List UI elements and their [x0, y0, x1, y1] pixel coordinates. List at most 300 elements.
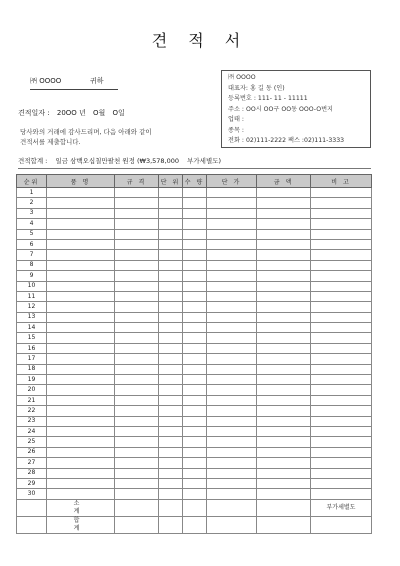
table-cell — [257, 375, 311, 385]
row-number: 29 — [17, 478, 47, 488]
table-cell — [159, 343, 183, 353]
table-cell — [47, 219, 115, 229]
table-cell — [183, 364, 207, 374]
items-table — [16, 174, 372, 534]
table-cell — [257, 198, 311, 208]
table-cell — [311, 385, 372, 395]
table-cell — [47, 343, 115, 353]
table-cell — [115, 250, 159, 260]
row-number: 30 — [17, 489, 47, 499]
table-cell — [183, 323, 207, 333]
table-cell — [47, 489, 115, 499]
row-number: 11 — [17, 291, 47, 301]
table-cell — [183, 188, 207, 198]
total-line — [18, 156, 371, 169]
table-row — [17, 478, 372, 488]
row-number: 26 — [17, 447, 47, 457]
table-cell — [207, 499, 257, 516]
table-cell — [311, 291, 372, 301]
table-cell — [47, 302, 115, 312]
page-title: 견 적 서 — [151, 31, 249, 50]
row-number: 22 — [17, 406, 47, 416]
table-cell — [115, 281, 159, 291]
table-cell — [159, 188, 183, 198]
table-cell — [47, 260, 115, 270]
date-label: 견적일자 : — [18, 109, 50, 117]
table-cell — [183, 260, 207, 270]
table-cell — [257, 458, 311, 468]
quote-date — [18, 108, 130, 118]
supplier-business: 업태 : — [228, 116, 245, 123]
table-cell — [207, 426, 257, 436]
table-cell — [115, 312, 159, 322]
table-cell — [207, 219, 257, 229]
table-cell — [183, 416, 207, 426]
table-row — [17, 406, 372, 416]
table-cell — [311, 198, 372, 208]
row-number: 2 — [17, 198, 47, 208]
table-cell — [159, 312, 183, 322]
supplier-item: 종목 : — [228, 126, 245, 134]
table-cell — [311, 302, 372, 312]
col-header-price: 단 가 — [207, 175, 257, 188]
table-cell — [257, 426, 311, 436]
table-cell — [115, 416, 159, 426]
table-cell — [159, 426, 183, 436]
table-cell — [47, 426, 115, 436]
table-cell — [257, 229, 311, 239]
recipient-suffix: 귀하 — [90, 77, 104, 85]
table-cell — [311, 516, 372, 533]
row-number: 9 — [17, 271, 47, 281]
row-number: 25 — [17, 437, 47, 447]
table-cell — [183, 343, 207, 353]
table-cell — [311, 281, 372, 291]
table-row — [17, 364, 372, 374]
table-cell — [257, 354, 311, 364]
table-cell — [183, 333, 207, 343]
table-cell — [257, 416, 311, 426]
table-cell — [257, 447, 311, 457]
row-number: 16 — [17, 343, 47, 353]
row-number: 13 — [17, 312, 47, 322]
table-row — [17, 447, 372, 457]
supplier-address: 주소 : OO시 OO구 OO동 OOO-O번지 — [228, 105, 334, 113]
total-amount: 일금 삼백오십칠만팔천 원정 (₩3,578,000 — [55, 157, 180, 165]
table-cell — [183, 395, 207, 405]
table-cell — [183, 198, 207, 208]
intro-text — [20, 127, 152, 147]
col-header-note: 비 고 — [311, 175, 372, 188]
table-cell — [159, 385, 183, 395]
table-row — [17, 385, 372, 395]
table-row — [17, 312, 372, 322]
table-cell — [257, 260, 311, 270]
row-number: 12 — [17, 302, 47, 312]
row-number: 4 — [17, 219, 47, 229]
table-cell — [159, 198, 183, 208]
intro-line: 견적서를 제출합니다. — [20, 138, 81, 146]
table-cell — [311, 312, 372, 322]
table-row — [17, 333, 372, 343]
table-cell — [257, 468, 311, 478]
supplier-company: ㈜ OOOO — [228, 74, 256, 81]
table-cell — [115, 364, 159, 374]
table-cell — [159, 239, 183, 249]
table-cell — [17, 516, 47, 533]
table-cell — [311, 478, 372, 488]
table-cell — [47, 291, 115, 301]
table-cell — [115, 323, 159, 333]
col-header-spec: 규 격 — [115, 175, 159, 188]
table-row — [17, 437, 372, 447]
table-row — [17, 375, 372, 385]
table-cell — [311, 364, 372, 374]
table-cell — [17, 499, 47, 516]
table-cell — [311, 229, 372, 239]
table-cell — [207, 447, 257, 457]
table-cell — [311, 260, 372, 270]
table-cell — [311, 333, 372, 343]
total-tax: 부가세별도) — [187, 157, 222, 165]
table-cell — [257, 333, 311, 343]
table-cell — [159, 260, 183, 270]
table-cell — [207, 271, 257, 281]
table-cell — [47, 198, 115, 208]
row-number: 21 — [17, 395, 47, 405]
table-cell — [311, 188, 372, 198]
table-cell — [115, 302, 159, 312]
table-cell — [311, 395, 372, 405]
table-cell — [311, 219, 372, 229]
table-cell — [115, 489, 159, 499]
table-cell — [115, 271, 159, 281]
table-cell — [115, 458, 159, 468]
table-row — [17, 416, 372, 426]
table-cell — [47, 437, 115, 447]
table-cell — [115, 437, 159, 447]
table-cell — [47, 354, 115, 364]
table-cell — [115, 499, 159, 516]
date-day: O일 — [112, 109, 125, 117]
table-cell — [115, 198, 159, 208]
table-cell — [47, 208, 115, 218]
table-cell — [207, 281, 257, 291]
table-row — [17, 229, 372, 239]
table-cell — [311, 323, 372, 333]
table-cell — [183, 499, 207, 516]
table-row — [17, 343, 372, 353]
table-cell — [311, 208, 372, 218]
table-cell — [311, 375, 372, 385]
table-cell — [159, 437, 183, 447]
row-number: 1 — [17, 188, 47, 198]
table-cell — [159, 364, 183, 374]
table-cell — [159, 250, 183, 260]
row-number: 3 — [17, 208, 47, 218]
table-cell — [183, 281, 207, 291]
table-cell — [115, 516, 159, 533]
col-header-rank: 순위 — [17, 175, 47, 188]
table-cell — [311, 406, 372, 416]
table-cell — [311, 458, 372, 468]
row-number: 6 — [17, 239, 47, 249]
table-cell — [183, 229, 207, 239]
table-cell — [47, 281, 115, 291]
table-cell — [115, 447, 159, 457]
table-cell — [207, 208, 257, 218]
table-cell — [257, 302, 311, 312]
table-cell — [183, 375, 207, 385]
table-cell — [257, 489, 311, 499]
table-row — [17, 395, 372, 405]
table-cell — [207, 229, 257, 239]
table-cell — [47, 406, 115, 416]
table-row — [17, 271, 372, 281]
table-header-row — [17, 175, 372, 188]
table-row — [17, 458, 372, 468]
table-cell — [159, 291, 183, 301]
row-number: 7 — [17, 250, 47, 260]
table-cell — [311, 437, 372, 447]
table-row — [17, 281, 372, 291]
table-row — [17, 198, 372, 208]
table-cell — [47, 333, 115, 343]
col-header-qty: 수 량 — [183, 175, 207, 188]
table-row — [17, 239, 372, 249]
table-cell — [257, 219, 311, 229]
date-year: 20OO 년 — [56, 109, 86, 117]
table-cell — [257, 406, 311, 416]
table-cell — [115, 208, 159, 218]
table-cell — [183, 437, 207, 447]
table-row — [17, 260, 372, 270]
table-cell — [115, 219, 159, 229]
table-cell — [115, 426, 159, 436]
table-cell — [47, 395, 115, 405]
table-cell — [257, 291, 311, 301]
table-cell — [207, 375, 257, 385]
table-cell — [257, 364, 311, 374]
table-cell — [257, 271, 311, 281]
table-cell — [115, 239, 159, 249]
supplier-reg: 등록번호 : 111- 11 - 11111 — [228, 95, 308, 102]
table-cell — [257, 478, 311, 488]
table-cell — [183, 291, 207, 301]
table-cell — [47, 364, 115, 374]
table-cell — [159, 354, 183, 364]
table-cell — [207, 458, 257, 468]
table-cell — [257, 516, 311, 533]
table-cell — [47, 416, 115, 426]
row-number: 20 — [17, 385, 47, 395]
table-cell — [183, 426, 207, 436]
table-cell — [183, 478, 207, 488]
table-cell — [257, 281, 311, 291]
grand-total-row — [17, 516, 372, 533]
supplier-phone: 전화 : 02)111-2222 팩스 :02)111-3333 — [228, 137, 345, 144]
table-cell — [159, 281, 183, 291]
table-cell — [47, 478, 115, 488]
table-cell — [47, 229, 115, 239]
supplier-box — [221, 70, 371, 148]
row-number: 15 — [17, 333, 47, 343]
row-number: 18 — [17, 364, 47, 374]
table-cell — [47, 375, 115, 385]
table-cell — [183, 468, 207, 478]
table-cell — [207, 516, 257, 533]
table-cell — [159, 302, 183, 312]
table-cell — [207, 385, 257, 395]
table-cell — [159, 395, 183, 405]
table-cell — [207, 239, 257, 249]
row-number: 28 — [17, 468, 47, 478]
table-cell — [115, 343, 159, 353]
table-cell — [183, 219, 207, 229]
col-header-unit: 단 위 — [159, 175, 183, 188]
table-cell — [257, 208, 311, 218]
table-cell — [207, 302, 257, 312]
row-number: 10 — [17, 281, 47, 291]
table-cell — [115, 333, 159, 343]
table-cell — [257, 312, 311, 322]
table-cell — [207, 395, 257, 405]
table-row — [17, 188, 372, 198]
table-cell — [311, 416, 372, 426]
table-cell — [257, 343, 311, 353]
table-row — [17, 354, 372, 364]
table-cell — [257, 499, 311, 516]
recipient-name: ㈜ OOOO — [30, 77, 62, 85]
table-cell — [207, 478, 257, 488]
table-cell — [183, 458, 207, 468]
table-cell — [207, 354, 257, 364]
table-cell — [115, 291, 159, 301]
recipient-line — [30, 76, 118, 90]
table-cell — [47, 188, 115, 198]
table-cell — [183, 354, 207, 364]
table-cell — [159, 499, 183, 516]
table-cell — [115, 188, 159, 198]
table-cell — [159, 229, 183, 239]
row-number: 14 — [17, 323, 47, 333]
table-cell — [159, 489, 183, 499]
table-cell — [159, 406, 183, 416]
table-cell — [207, 260, 257, 270]
table-body — [17, 188, 372, 500]
table-cell — [207, 333, 257, 343]
table-cell — [47, 468, 115, 478]
table-cell — [311, 271, 372, 281]
table-row — [17, 489, 372, 499]
table-cell — [207, 437, 257, 447]
row-number: 24 — [17, 426, 47, 436]
table-cell — [257, 323, 311, 333]
table-row — [17, 426, 372, 436]
col-header-item: 품 명 — [47, 175, 115, 188]
table-cell — [257, 395, 311, 405]
table-cell — [311, 343, 372, 353]
table-cell — [115, 406, 159, 416]
table-cell — [159, 458, 183, 468]
intro-line: 당사와의 거래에 감사드리며, 다음 아래와 같이 — [20, 128, 152, 136]
subtotal-note: 부가세별도 — [311, 499, 372, 516]
table-cell — [183, 250, 207, 260]
table-cell — [159, 447, 183, 457]
row-number: 23 — [17, 416, 47, 426]
row-number: 17 — [17, 354, 47, 364]
table-cell — [159, 208, 183, 218]
date-month: O월 — [93, 109, 106, 117]
table-cell — [115, 395, 159, 405]
table-cell — [183, 447, 207, 457]
table-cell — [159, 271, 183, 281]
table-cell — [159, 516, 183, 533]
table-row — [17, 208, 372, 218]
row-number: 19 — [17, 375, 47, 385]
table-cell — [115, 385, 159, 395]
table-cell — [183, 208, 207, 218]
supplier-rep: 대표자: 홍 길 동 (인) — [228, 84, 285, 92]
table-cell — [311, 489, 372, 499]
table-cell — [207, 188, 257, 198]
table-cell — [115, 468, 159, 478]
row-number: 5 — [17, 229, 47, 239]
table-cell — [159, 375, 183, 385]
table-cell — [47, 239, 115, 249]
table-cell — [159, 478, 183, 488]
total-label: 견적합계 : — [18, 157, 48, 165]
table-cell — [257, 188, 311, 198]
col-header-amount: 금 액 — [257, 175, 311, 188]
table-cell — [257, 437, 311, 447]
subtotal-row — [17, 499, 372, 516]
table-cell — [183, 302, 207, 312]
table-row — [17, 250, 372, 260]
table-row — [17, 302, 372, 312]
table-cell — [159, 219, 183, 229]
table-cell — [207, 406, 257, 416]
table-cell — [207, 364, 257, 374]
table-cell — [183, 385, 207, 395]
table-cell — [207, 312, 257, 322]
table-cell — [311, 447, 372, 457]
table-row — [17, 468, 372, 478]
grand-total-label: 합 계 — [47, 516, 115, 533]
table-cell — [257, 239, 311, 249]
table-cell — [159, 468, 183, 478]
table-cell — [47, 271, 115, 281]
table-cell — [183, 312, 207, 322]
table-cell — [183, 271, 207, 281]
table-row — [17, 219, 372, 229]
table-cell — [183, 516, 207, 533]
table-cell — [311, 250, 372, 260]
row-number: 27 — [17, 458, 47, 468]
table-cell — [257, 250, 311, 260]
table-cell — [183, 489, 207, 499]
table-cell — [311, 239, 372, 249]
table-cell — [115, 229, 159, 239]
table-cell — [311, 354, 372, 364]
table-cell — [207, 343, 257, 353]
table-cell — [159, 333, 183, 343]
table-cell — [311, 468, 372, 478]
table-cell — [47, 458, 115, 468]
table-cell — [115, 375, 159, 385]
row-number: 8 — [17, 260, 47, 270]
table-cell — [207, 468, 257, 478]
